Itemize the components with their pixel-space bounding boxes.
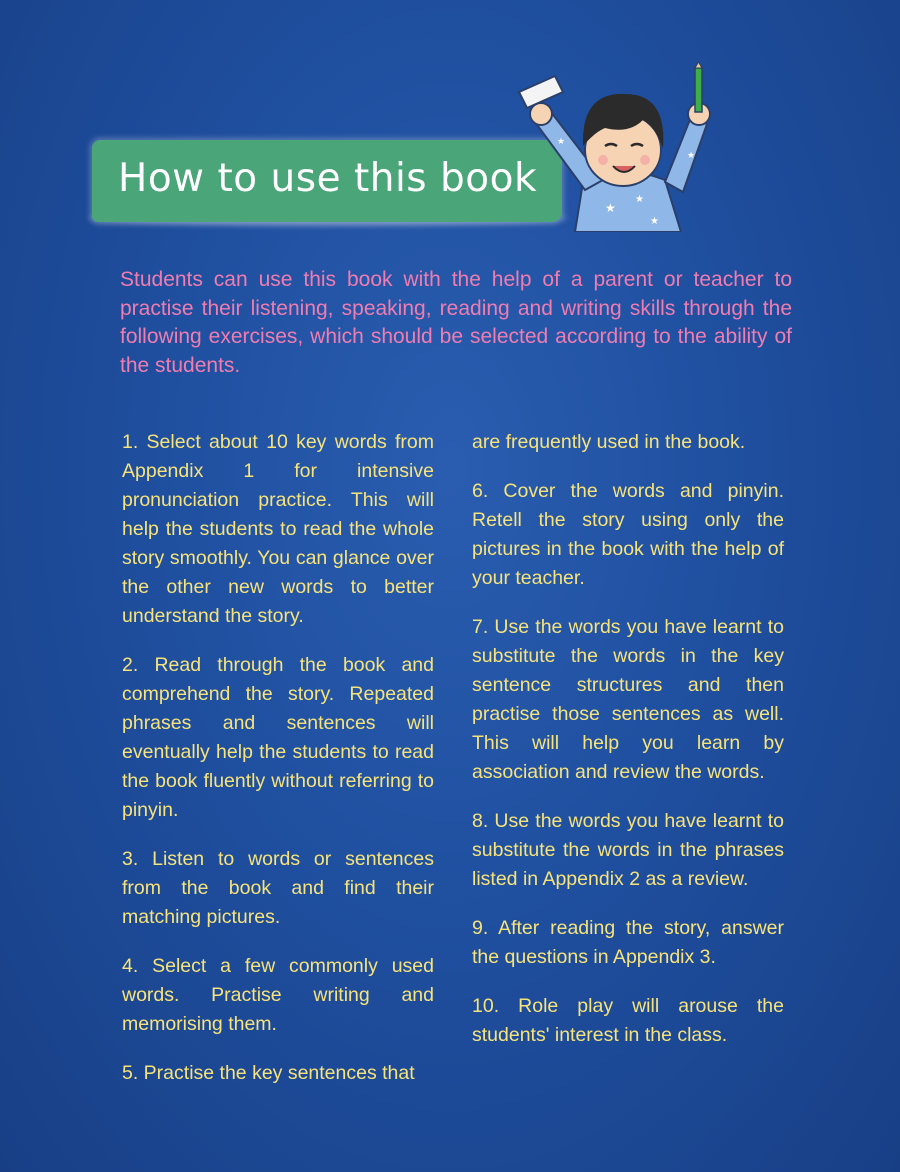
instruction-item: 9. After reading the story, answer the questions in Appendix 3.: [472, 917, 784, 968]
svg-text:★: ★: [557, 137, 566, 147]
page-title: How to use this book: [118, 156, 538, 201]
instruction-item: 1. Select about 10 key words from Appendix 1 for intensive pronunciation practice. This will help the students to read the whole story smoothly. You can glance over the other new words to better understand the story.: [122, 431, 434, 627]
instruction-item: 2. Read through the book and comprehend the story. Repeated phrases and sentences will eventually help the students to read the book fluently without referring to pinyin.: [122, 654, 434, 821]
instruction-item: 10. Role play will arouse the students' interest in the class.: [472, 995, 784, 1046]
instruction-item: 5. Practise the key sentences that: [122, 1062, 415, 1084]
instruction-item: 4. Select a few commonly used words. Practise writing and memorising them.: [122, 955, 434, 1035]
svg-text:★: ★: [605, 201, 616, 215]
svg-text:★: ★: [687, 151, 696, 161]
instructions-right-column: [472, 428, 784, 1070]
instruction-item: 6. Cover the words and pinyin. Retell the story using only the pictures in the book with the help of your teacher.: [472, 480, 784, 589]
cartoon-boy-icon: [505, 62, 735, 232]
instruction-item: 3. Listen to words or sentences from the book and find their matching pictures.: [122, 848, 434, 928]
instructions-left-column: [122, 428, 434, 1108]
instruction-item: 8. Use the words you have learnt to substitute the words in the phrases listed in Appendix 2 as a review.: [472, 810, 784, 890]
svg-text:★: ★: [650, 216, 659, 227]
svg-text:★: ★: [635, 194, 644, 205]
intro-text: Students can use this book with the help of a parent or teacher to practise their listening, speaking, reading and writing skills through the following exercises, which should be selected according to the ability of the students.: [120, 268, 792, 377]
instruction-item: are frequently used in the book.: [472, 431, 746, 453]
instruction-item: 7. Use the words you have learnt to substitute the words in the key sentence structures and then practise those sentences as well. This will help you learn by association and review the words.: [472, 616, 784, 783]
